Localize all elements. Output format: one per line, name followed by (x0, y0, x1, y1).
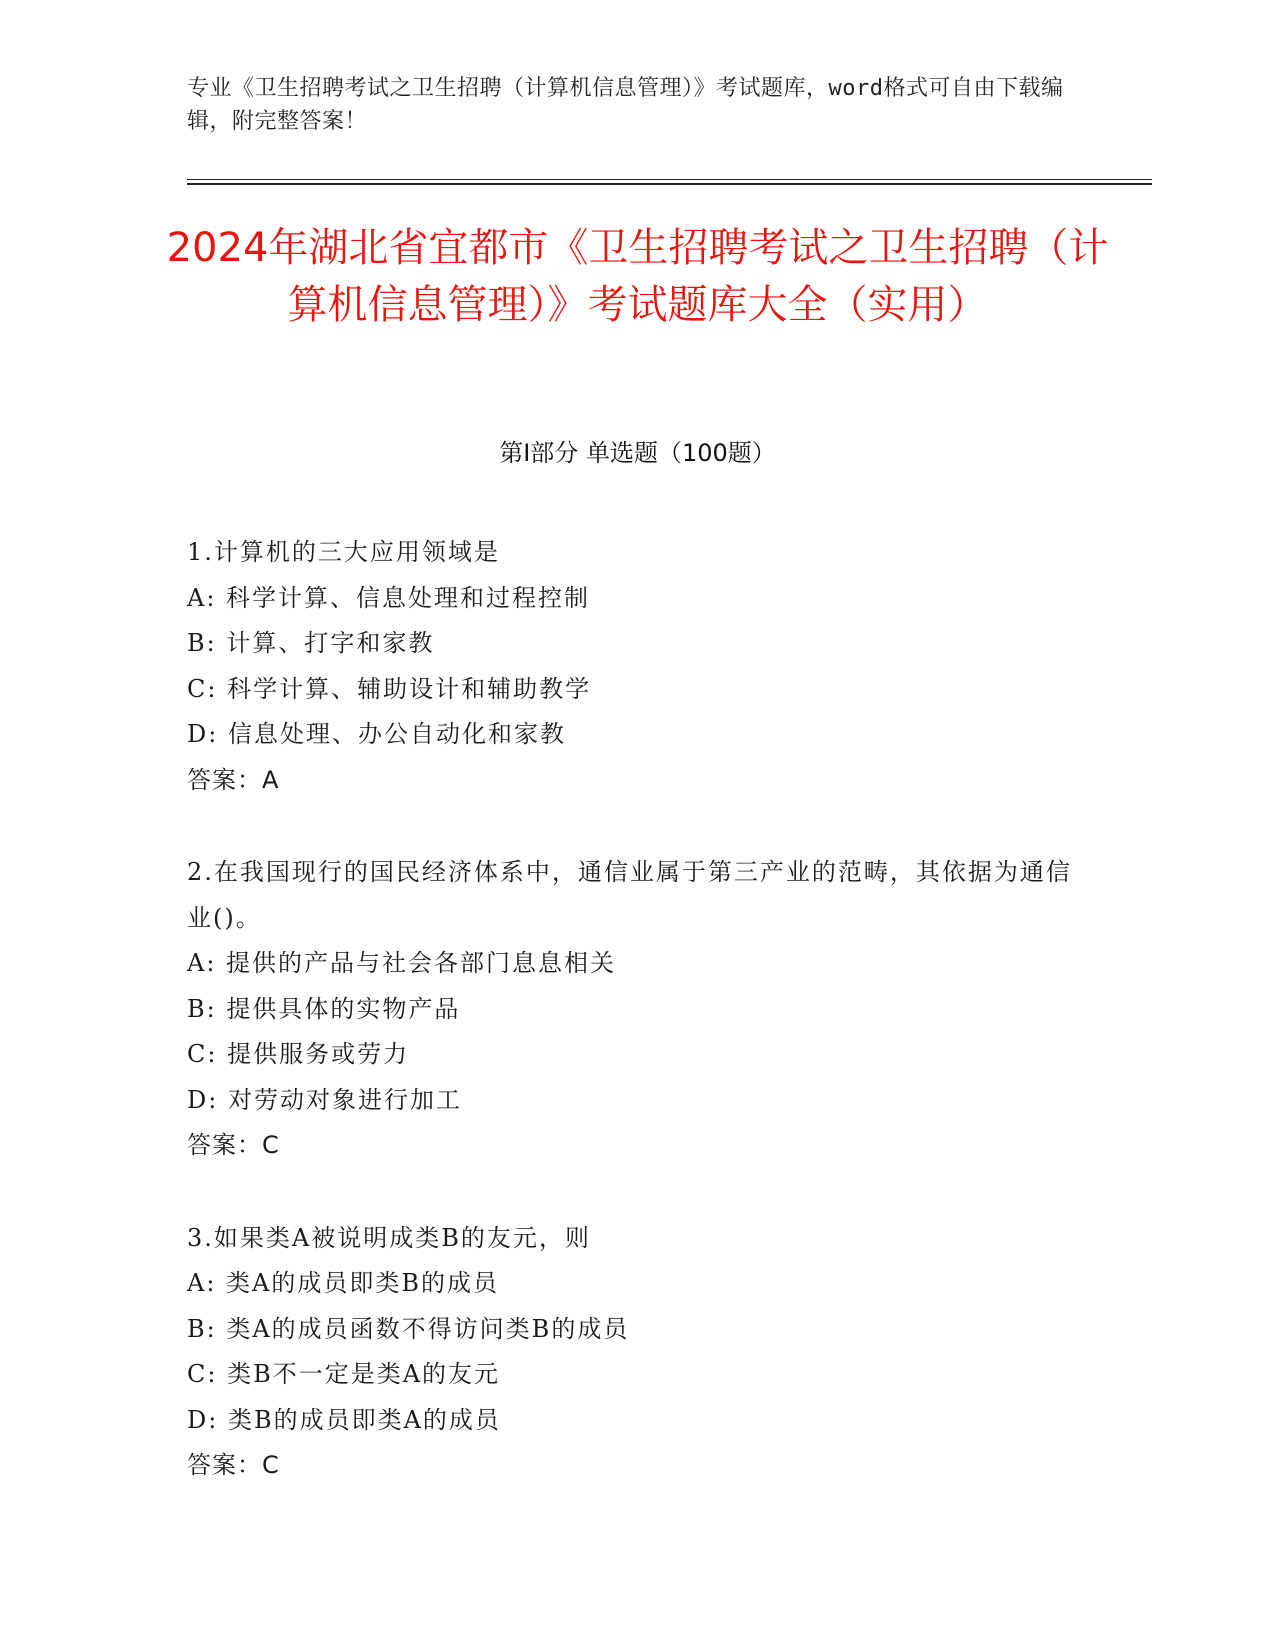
question-stem: 1.计算机的三大应用领域是 (187, 538, 500, 566)
question-list (187, 530, 1087, 1536)
header-note: 专业《卫生招聘考试之卫生招聘（计算机信息管理）》考试题库，word格式可自由下载编辑，附完整答案！ (187, 76, 1064, 134)
header-rule-thin (187, 179, 1152, 180)
question-stem: 2.在我国现行的国民经济体系中，通信业属于第三产业的范畴，其依据为通信业()。 (187, 858, 1072, 932)
header-rule-thick (187, 183, 1152, 185)
option-c: C: 科学计算、辅助设计和辅助教学 (187, 674, 592, 703)
option-a: A: 提供的产品与社会各部门息息相关 (187, 949, 617, 977)
option-b: B: 计算、打字和家教 (187, 629, 435, 657)
question-stem: 3.如果类A被说明成类B的友元，则 (187, 1223, 591, 1252)
option-a: A: 类A的成员即类B的成员 (187, 1269, 500, 1297)
question-3 (187, 1216, 1087, 1489)
answer: 答案：A (187, 765, 280, 794)
question-2 (187, 850, 1087, 1169)
option-d: D: 类B的成员即类A的成员 (187, 1405, 501, 1434)
section-heading: 第I部分 单选题（100题） (499, 439, 776, 467)
option-b: B: 提供具体的实物产品 (187, 994, 461, 1023)
option-c: C: 类B不一定是类A的友元 (187, 1360, 501, 1388)
question-1 (187, 530, 1087, 803)
option-d: D: 对劳动对象进行加工 (187, 1085, 462, 1114)
answer: 答案：C (187, 1451, 280, 1479)
option-c: C: 提供服务或劳力 (187, 1040, 410, 1068)
option-b: B: 类A的成员函数不得访问类B的成员 (187, 1314, 630, 1343)
option-d: D: 信息处理、办公自动化和家教 (187, 720, 566, 748)
option-a: A: 科学计算、信息处理和过程控制 (187, 583, 591, 612)
document-title: 2024年湖北省宜都市《卫生招聘考试之卫生招聘（计算机信息管理）》考试题库大全（实用） (166, 225, 1109, 328)
answer: 答案：C (187, 1131, 280, 1159)
